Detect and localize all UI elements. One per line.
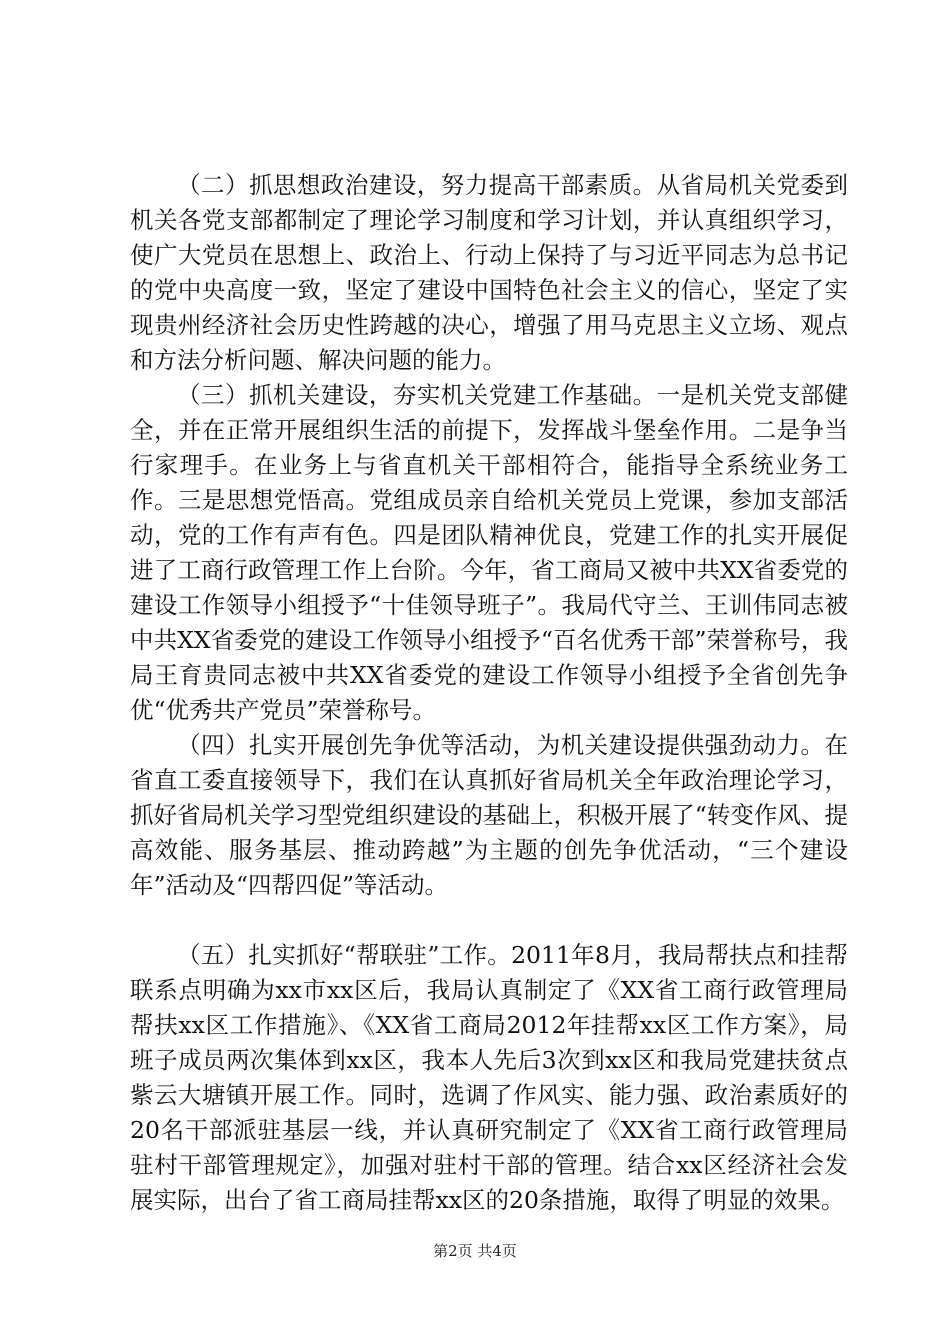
paragraph-party-ideology: （二）抓思想政治建设，努力提高干部素质。从省局机关党委到机关各党支部都制定了理论学习制度和学习计划，并认真组织学习，使广大党员在思想上、政治上、行动上保持了与习近平同志为总书记的党中央高度一致，坚定了建设中国特色社会主义的信心，坚定了实现贵州经济社会历史性跨越的决心，增强了用马克思主义立场、观点和方法分析问题、解决问题的能力。 [130,171,848,374]
paragraph-organ-building: （三）抓机关建设，夯实机关党建工作基础。一是机关党支部健全，并在正常开展组织生活的前提下，发挥战斗堡垒作用。二是争当行家理手。在业务上与省直机关干部相符合，能指导全系统业务工作。三是思想党悟高。党组成员亲自给机关党员上党课，参加支部活动，党的工作有声有色。四是团队精神优良，党建工作的扎实开展促进了工商行政管理工作上台阶。今年，省工商局又被中共XX省委党的建设工作领导小组授予“十佳领导班子”。我局代守兰、王训伟同志被中共XX省委党的建设工作领导小组授予“百名优秀干部”荣誉称号，我局王育贵同志被中共XX省委党的建设工作领导小组授予全省创先争优“优秀共产党员”荣誉称号。 [130,381,848,724]
paragraph-excellence-campaign: （四）扎实开展创先争优等活动，为机关建设提供强劲动力。在省直工委直接领导下，我们在认真抓好省局机关全年政治理论学习，抓好省局机关学习型党组织建设的基础上，积极开展了“转变作风、提高效能、服务基层、推动跨越”为主题的创先争优活动，“三个建设年”活动及“四帮四促”等活动。 [130,731,848,899]
paragraph-spacer [130,903,848,938]
paragraph-assistance-work: （五）扎实抓好“帮联驻”工作。2011年8月，我局帮扶点和挂帮联系点明确为xx市xx区后，我局认真制定了《XX省工商行政管理局帮扶xx区工作措施》、《XX省工商局2012年挂帮xx区工作方案》，局班子成员两次集体到xx区，我本人先后3次到xx区和我局党建扶贫点紫云大塘镇开展工作。同时，选调了作风实、能力强、政治素质好的20名干部派驻基层一线，并认真研究制定了《XX省工商行政管理局驻村干部管理规定》，加强对驻村干部的管理。结合xx区经济社会发展实际，出台了省工商局挂帮xx区的20条措施，取得了明显的效果。 [130,941,848,1214]
document-body [130,168,848,1218]
page-footer: 第2页 共4页 [433,1242,517,1260]
